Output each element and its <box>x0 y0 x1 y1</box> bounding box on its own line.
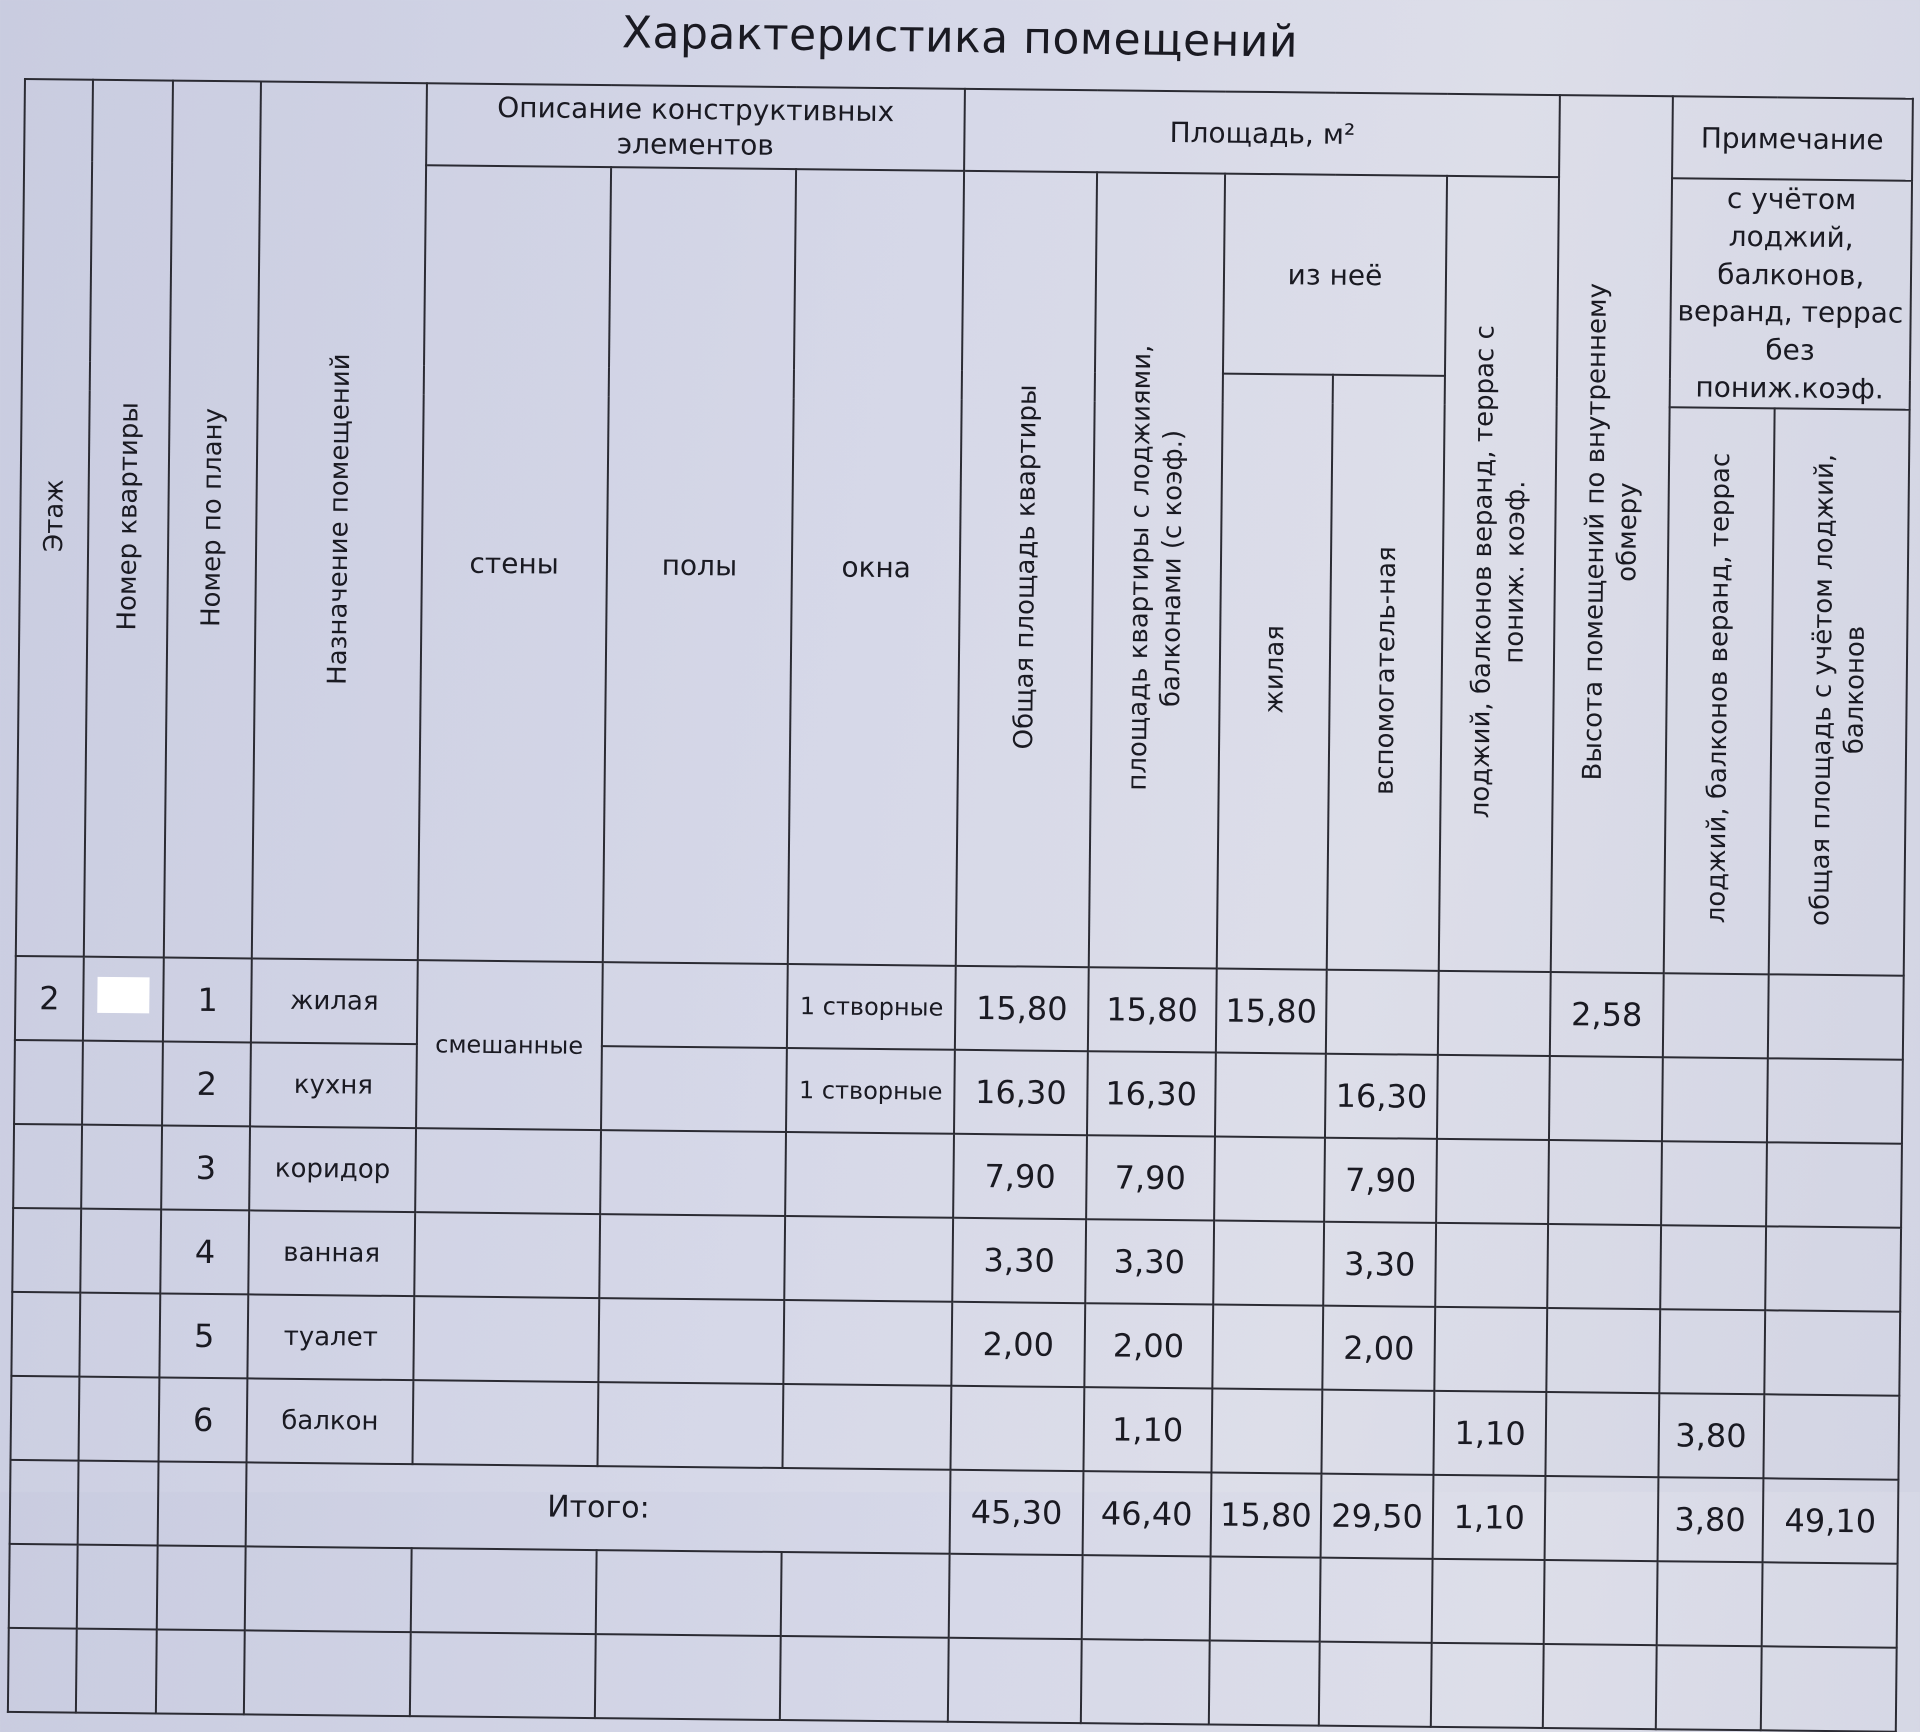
header-total-area: Общая площадь квартиры <box>956 171 1097 967</box>
cell-note-loggia <box>1660 1225 1766 1310</box>
cell-total <box>951 1386 1084 1471</box>
cell-with-loggia: 3,30 <box>1085 1219 1214 1304</box>
cell-living <box>1213 1220 1324 1305</box>
cell-loggia <box>1436 1139 1549 1224</box>
cell-with-loggia: 16,30 <box>1087 1051 1216 1136</box>
cell-apt-number <box>81 1124 162 1209</box>
header-note-sub: с учётом лоджий, балконов, веранд, террас без пониж.коэф. <box>1669 178 1912 409</box>
header-loggias-reduced: лоджий, балконов веранд, террас с пониж. коэф. <box>1439 176 1560 972</box>
header-construction: Описание конструктивных элементов <box>426 83 966 171</box>
total-height <box>1545 1476 1658 1561</box>
cell-apt-number <box>79 1376 160 1461</box>
header-purpose: Назначение помещений <box>252 81 426 959</box>
cell-floor <box>13 1124 82 1209</box>
cell-living <box>1214 1136 1325 1221</box>
cell-floor <box>14 1040 83 1125</box>
total-loggia-sum: 1,10 <box>1433 1475 1546 1560</box>
cell-window: 1 створные <box>787 964 956 1050</box>
cell-note-total <box>1765 1226 1901 1311</box>
cell-walls <box>415 1128 601 1214</box>
cell-with-loggia: 15,80 <box>1087 967 1216 1052</box>
cell-living: 15,80 <box>1216 968 1327 1053</box>
cell-note-loggia <box>1659 1309 1765 1394</box>
cell-note-total <box>1766 1142 1902 1227</box>
cell-aux: 3,30 <box>1323 1221 1436 1306</box>
cell-name: балкон <box>247 1378 413 1464</box>
header-area-with-loggias: площадь квартиры с лоджиями, балконами (с коэф.) <box>1088 172 1225 968</box>
cell-name: коридор <box>249 1126 415 1212</box>
cell-aux <box>1321 1389 1434 1474</box>
cell-aux <box>1326 969 1439 1054</box>
cell-aux: 16,30 <box>1325 1053 1438 1138</box>
cell-apt-number <box>79 1292 160 1377</box>
header-floor: Этаж <box>16 79 93 956</box>
cell-height <box>1547 1308 1660 1393</box>
cell-apt-number <box>82 1040 163 1125</box>
cell-loggia <box>1438 971 1551 1056</box>
cell-aux: 2,00 <box>1322 1305 1435 1390</box>
cell-note-loggia <box>1661 1057 1767 1142</box>
cell-floor: 2 <box>15 956 84 1041</box>
header-floors: полы <box>603 167 797 964</box>
cell-floors <box>597 1382 783 1468</box>
cell-note-loggia <box>1662 973 1768 1058</box>
cell-window <box>783 1384 952 1470</box>
cell-window: 1 створные <box>786 1048 955 1134</box>
cell-floor <box>11 1292 80 1377</box>
cell-total: 2,00 <box>952 1302 1085 1387</box>
cell-height <box>1548 1140 1661 1225</box>
cell-window <box>784 1216 953 1302</box>
cell-height <box>1548 1224 1661 1309</box>
cell-living <box>1215 1052 1326 1137</box>
cell-loggia <box>1437 1055 1550 1140</box>
cell-apt-number <box>80 1208 161 1293</box>
cell-height <box>1546 1392 1659 1477</box>
cell-loggia <box>1434 1307 1547 1392</box>
header-auxiliary: вспомогатель-ная <box>1327 375 1445 971</box>
cell-living <box>1212 1304 1323 1389</box>
header-plan-number: Номер по плану <box>164 81 261 959</box>
cell-empty <box>78 1460 159 1545</box>
cell-walls <box>413 1296 599 1382</box>
cell-loggia <box>1435 1223 1548 1308</box>
cell-note-total <box>1768 974 1904 1059</box>
total-living-sum: 15,80 <box>1210 1472 1321 1557</box>
cell-note-loggia: 3,80 <box>1658 1393 1764 1478</box>
header-of-it: из неё <box>1223 174 1447 376</box>
cell-floor <box>11 1376 80 1461</box>
cell-total: 7,90 <box>954 1134 1087 1219</box>
cell-with-loggia: 1,10 <box>1083 1387 1212 1472</box>
cell-plan: 5 <box>160 1293 249 1378</box>
cell-note-loggia <box>1661 1141 1767 1226</box>
redaction-box <box>97 977 149 1014</box>
cell-apt-number <box>83 956 164 1041</box>
cell-living <box>1211 1388 1322 1473</box>
cell-total: 15,80 <box>955 966 1088 1051</box>
cell-plan: 3 <box>161 1125 250 1210</box>
cell-name: туалет <box>248 1294 414 1380</box>
header-windows: окна <box>788 169 965 965</box>
total-aux-sum: 29,50 <box>1321 1473 1434 1558</box>
header-note-total: общая площадь с учётом лоджий, балконов <box>1768 408 1909 975</box>
cell-total: 16,30 <box>954 1050 1087 1135</box>
cell-note-total <box>1767 1058 1903 1143</box>
cell-floors <box>601 1046 787 1132</box>
cell-walls: смешанные <box>416 960 603 1130</box>
cell-height <box>1549 1056 1662 1141</box>
cell-floors <box>598 1298 784 1384</box>
cell-empty <box>158 1461 247 1546</box>
cell-plan: 4 <box>161 1209 250 1294</box>
cell-with-loggia: 2,00 <box>1084 1303 1213 1388</box>
cell-empty <box>10 1460 79 1545</box>
totals-label: Итого: <box>246 1462 951 1553</box>
cell-with-loggia: 7,90 <box>1086 1135 1215 1220</box>
header-living: жилая <box>1217 374 1333 970</box>
cell-total: 3,30 <box>953 1218 1086 1303</box>
cell-window <box>785 1132 954 1218</box>
cell-floor <box>12 1208 81 1293</box>
rooms-table <box>7 78 1914 1732</box>
cell-height: 2,58 <box>1550 972 1663 1057</box>
cell-walls <box>414 1212 600 1298</box>
header-area: Площадь, м² <box>964 89 1560 177</box>
cell-loggia: 1,10 <box>1434 1391 1547 1476</box>
cell-name: кухня <box>250 1042 416 1128</box>
cell-window <box>784 1300 953 1386</box>
header-walls: стены <box>417 165 611 962</box>
cell-floors <box>602 962 788 1048</box>
header-note-loggias: лоджий, балконов веранд, террас <box>1663 407 1774 974</box>
cell-plan: 2 <box>162 1041 251 1126</box>
header-apt-number: Номер квартиры <box>84 80 173 958</box>
cell-name: жилая <box>251 958 417 1044</box>
cell-note-total <box>1764 1310 1900 1395</box>
total-note-loggia: 3,80 <box>1657 1477 1763 1562</box>
cell-plan: 6 <box>159 1377 248 1462</box>
total-with-loggia-sum: 46,40 <box>1082 1471 1211 1556</box>
header-height: Высота помещений по внутреннему обмеру <box>1551 95 1672 973</box>
cell-name: ванная <box>249 1210 415 1296</box>
cell-aux: 7,90 <box>1324 1137 1437 1222</box>
cell-plan: 1 <box>163 957 252 1042</box>
cell-note-total <box>1763 1394 1899 1479</box>
total-area-sum: 45,30 <box>950 1470 1083 1555</box>
total-note-total: 49,10 <box>1762 1478 1898 1563</box>
header-note: Примечание <box>1672 96 1913 181</box>
page-title: Характеристика помещений <box>621 7 1299 68</box>
cell-floors <box>599 1214 785 1300</box>
cell-walls <box>412 1380 598 1466</box>
cell-floors <box>600 1130 786 1216</box>
